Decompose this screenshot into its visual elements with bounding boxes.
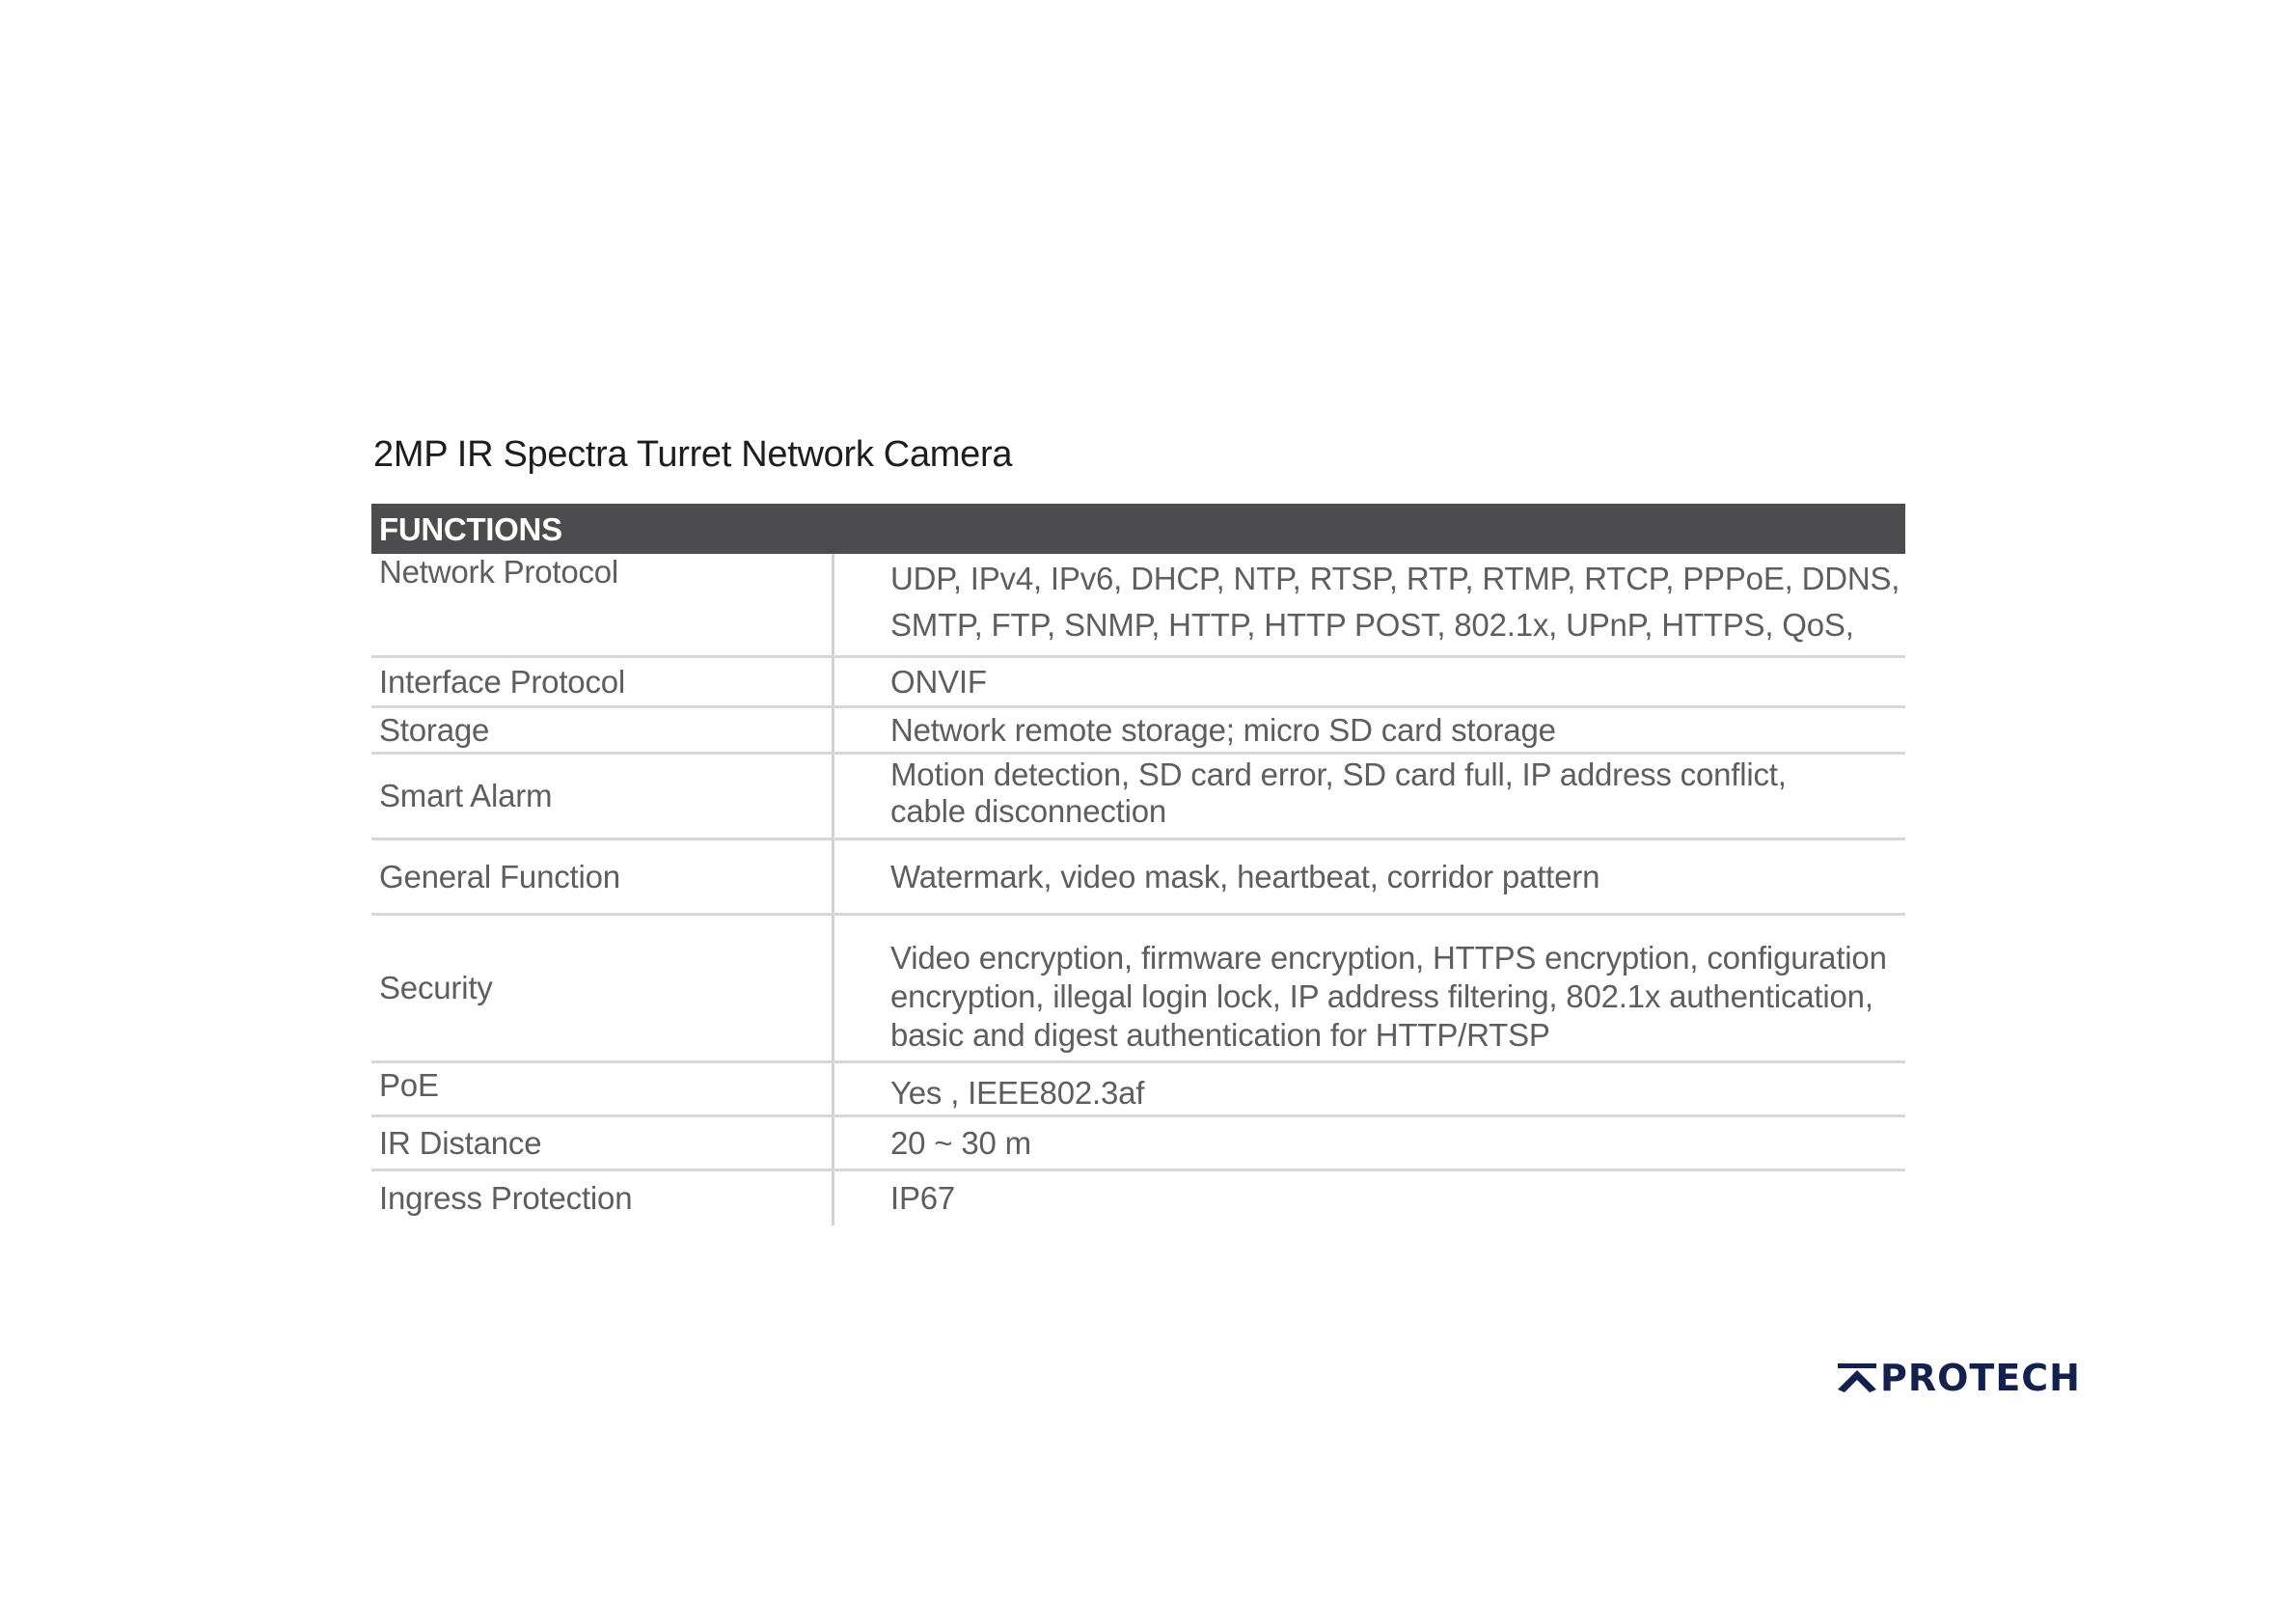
table-row-storage	[371, 708, 1905, 755]
row-value-line: IP67	[890, 1180, 956, 1216]
row-label	[371, 755, 834, 838]
row-value	[834, 554, 1905, 655]
row-value-line: UDP, IPv4, IPv6, DHCP, NTP, RTSP, RTP, RTMP, RTCP, PPPoE, DDNS,	[890, 561, 1900, 596]
row-label-text: Security	[379, 970, 493, 1005]
row-value-line: Network remote storage; micro SD card storage	[890, 711, 1556, 748]
row-label	[371, 1063, 834, 1114]
row-value	[834, 1171, 1905, 1225]
row-value-line: Video encryption, firmware encryption, HTTPS encryption, configuration	[890, 940, 1887, 976]
page-title: 2MP IR Spectra Turret Network Camera	[373, 434, 1013, 475]
row-value	[834, 840, 1905, 913]
row-value	[834, 1063, 1905, 1114]
spec-table	[371, 504, 1905, 1225]
row-value-line: Watermark, video mask, heartbeat, corridor pattern	[890, 858, 1600, 894]
row-value	[834, 755, 1905, 838]
row-label-text: General Function	[379, 858, 620, 894]
row-label	[371, 1171, 834, 1225]
row-label-text: IR Distance	[379, 1124, 542, 1161]
row-label	[371, 554, 834, 655]
table-row-poe	[371, 1063, 1905, 1117]
table-row-security	[371, 916, 1905, 1063]
row-value-line: Motion detection, SD card error, SD card full, IP address conflict,	[890, 756, 1787, 792]
protech-chevron-icon	[1838, 1363, 1876, 1392]
row-label-text: Ingress Protection	[379, 1180, 633, 1216]
row-label-text: Storage	[379, 711, 490, 748]
section-header-functions: FUNCTIONS	[371, 504, 1905, 554]
table-row-ir-distance	[371, 1117, 1905, 1171]
logo-text: PROTECH	[1880, 1357, 2081, 1399]
table-row-smart-alarm	[371, 755, 1905, 840]
table-row-interface-protocol	[371, 658, 1905, 708]
protech-logo	[1838, 1359, 2081, 1397]
row-value-line: 20 ~ 30 m	[890, 1124, 1031, 1161]
row-label	[371, 658, 834, 705]
row-value	[834, 658, 1905, 705]
row-label-text: Network Protocol	[379, 554, 619, 590]
table-row-general-function	[371, 840, 1905, 916]
row-label	[371, 840, 834, 913]
row-value-line: basic and digest authentication for HTTP/RTSP	[890, 1017, 1550, 1053]
table-row-ingress-protection	[371, 1171, 1905, 1225]
row-value-line: cable disconnection	[890, 793, 1167, 829]
row-value-line: encryption, illegal login lock, IP address filtering, 802.1x authentication,	[890, 978, 1873, 1014]
row-value	[834, 916, 1905, 1060]
row-value-line: SMTP, FTP, SNMP, HTTP, HTTP POST, 802.1x, UPnP, HTTPS, QoS,	[890, 607, 1854, 643]
row-label-text: Interface Protocol	[379, 663, 626, 700]
row-label-text: Smart Alarm	[379, 778, 553, 813]
row-value	[834, 1117, 1905, 1169]
row-value-line: ONVIF	[890, 663, 987, 700]
row-value-line: Yes , IEEE802.3af	[890, 1074, 1145, 1111]
row-label-text: PoE	[379, 1067, 439, 1103]
row-label	[371, 1117, 834, 1169]
row-label	[371, 916, 834, 1060]
row-label	[371, 708, 834, 752]
table-row-network-protocol	[371, 554, 1905, 658]
row-value	[834, 708, 1905, 752]
